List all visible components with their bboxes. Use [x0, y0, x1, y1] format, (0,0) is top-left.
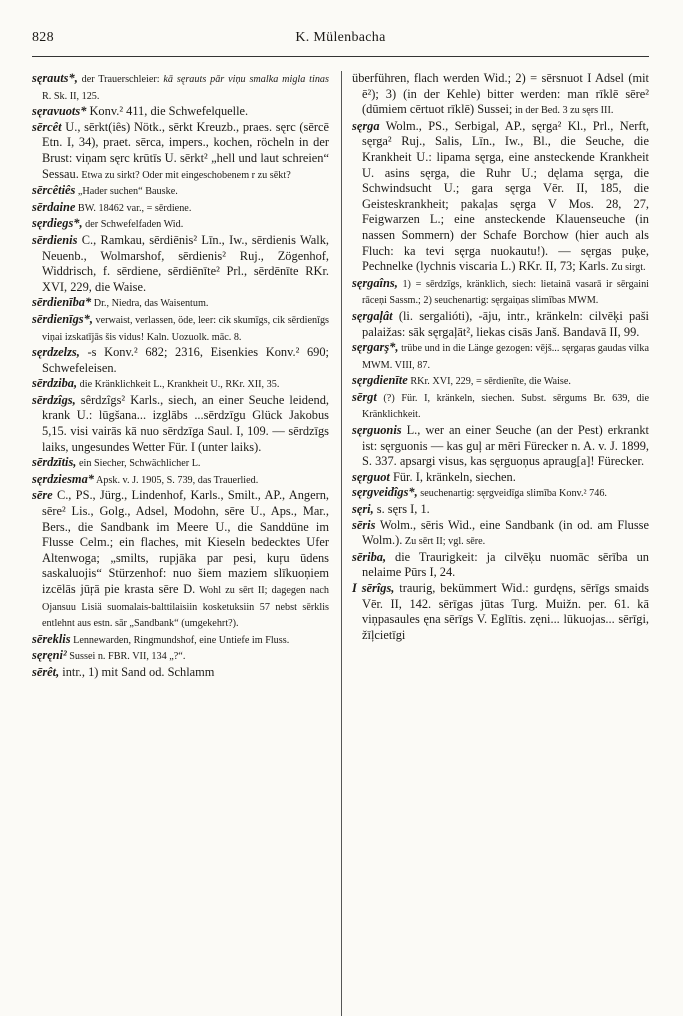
- entry-text: die Traurigkeit: ja cilvēķu nuomāc sērība un nelaime Pūrs I, 24.: [362, 549, 649, 580]
- entry-text: (li. sergalióti), -āju, intr., kränkeln: cilvēķi paši palaižas: sāk sęrgaļāt², liekas cisās Janš. Bandavā II, 99.: [362, 308, 649, 339]
- entry-headword: sęrga: [352, 118, 380, 133]
- dictionary-entry: [32, 472, 329, 489]
- dictionary-entry: [32, 120, 329, 183]
- dictionary-entry: [32, 665, 329, 681]
- entry-text: 1) = sērdzīgs, kränklich, siech: lietainā vasarā ir sērgaini rāceņi Sassm.; 2) seuchenartig: sęrgaiņas slimības MWM.: [362, 278, 649, 307]
- entry-text: der Trauerschleier:: [77, 74, 164, 85]
- dictionary-entry: [32, 345, 329, 376]
- dictionary-entry: [32, 455, 329, 472]
- dictionary-entry: [352, 373, 649, 390]
- entry-text: Konv.² 411, die Schwefelquelle.: [86, 104, 249, 119]
- page-number: 828: [32, 30, 54, 45]
- entry-headword: sērêt,: [32, 664, 60, 679]
- entry-headword: sērdienis: [32, 232, 78, 247]
- entry-headword: sērdienīgs*,: [32, 311, 93, 326]
- text-columns: [32, 71, 649, 1016]
- entry-headword: sęrguonis: [352, 423, 402, 438]
- entry-text: in der Bed. 3 zu sęrs III.: [512, 105, 614, 117]
- page-header: [32, 30, 649, 52]
- entry-headword: sęrgarş*,: [352, 340, 399, 355]
- header-rule: [32, 56, 649, 57]
- entry-text: C., PS., Jürg., Lindenhof, Karls., Smilt., AP., Angern, sēre² Lis., Golg., Adsel, Modohn, sēre U., Aps., Mar., Bers., die Sandbank im Meere U., die Sanddüne im Flusse Celm.; ein flaches, mit Kieseln bedecktes Ufer Altenwoga; „smilts, rupjāka par pesi, kuŗu ūdens saskaluojis“ Stürzenhof: nuo šiem maziem slīkuoņiem izcēlās jūŗā pie krasta sēre D.: [42, 488, 329, 596]
- entry-text: Für. I, kränkeln, siechen.: [389, 469, 516, 484]
- entry-headword: sęręni²: [32, 648, 67, 663]
- entry-headword: sērcêtiês: [32, 183, 76, 198]
- entry-headword: sęrdzelzs,: [32, 345, 80, 360]
- entry-headword: sęravuots*: [32, 104, 87, 119]
- entry-text: Zu sirgt.: [608, 262, 646, 274]
- right-column: [342, 71, 649, 1016]
- entry-text: Lennewarden, Ringmundshof, eine Untiefe im Fluss.: [70, 634, 290, 646]
- dictionary-entry: [32, 488, 329, 631]
- dictionary-entry: [32, 104, 329, 120]
- dictionary-entry: [32, 648, 329, 665]
- dictionary-entry: [352, 470, 649, 486]
- dictionary-entry: [32, 295, 329, 312]
- entry-text: der Schwefelfaden Wid.: [82, 219, 184, 231]
- entry-headword: I sērîgs,: [352, 581, 395, 595]
- dictionary-entry: [32, 632, 329, 649]
- dictionary-entry: [352, 423, 649, 470]
- entry-headword: sērgt: [352, 389, 377, 404]
- left-column: [32, 71, 341, 1016]
- dictionary-entry: [352, 119, 649, 276]
- entry-text: -s Konv.² 682; 2316, Eisenkies Konv.² 690; Schwefeleisen.: [42, 345, 329, 375]
- entry-headword: sęrgaļât: [352, 308, 393, 323]
- entry-headword: sērdzītis,: [32, 455, 77, 470]
- entry-headword: sęrguot: [352, 469, 390, 484]
- dictionary-entry: [352, 340, 649, 373]
- entry-headword: sēriba,: [352, 549, 387, 564]
- entry-headword: sērdzîgs,: [32, 392, 76, 407]
- entry-text: (?) Für. I, kränkeln, siechen. Subst. sērgums Br. 639, die Kränklichkeit.: [362, 392, 649, 421]
- dictionary-entry: [352, 550, 649, 581]
- entry-headword: sērdziba,: [32, 376, 78, 391]
- entry-text: Sussei n. FBR. VII, 134 „?“.: [66, 651, 186, 663]
- dictionary-entry: [352, 390, 649, 423]
- dictionary-entry: [32, 200, 329, 217]
- dictionary-entry: [352, 581, 649, 643]
- entry-text: BW. 18462 var., = sērdiene.: [75, 202, 192, 214]
- dictionary-entry: [352, 71, 649, 119]
- entry-text: Etwa zu sirkt? Oder mit eingeschobenem r zu sēkt?: [78, 169, 291, 181]
- running-head: K. Mülenbacha: [295, 30, 386, 45]
- entry-text: U., sērkt(iês) Nötk., sērkt Kreuzb., praes. sęrc (sērcē Etn. I, 34), praet. sērca, impers., kochen, röcheln in der Brust: viņam sęrc krūtīs U. sērkt² „hell und laut schreien“ Sessau.: [42, 119, 329, 181]
- entry-text: Wolm., sēris Wid., eine Sandbank (in od. am Flusse Wolm.).: [362, 517, 649, 548]
- dictionary-entry: [352, 502, 649, 518]
- entry-text: sêrdzîgs² Karls., siech, an einer Seuche leidend, krank U.: lūgšana... izglābs ...sērdzīgu Glück Jakobus 5,15. visi vairās kā nuo sērdzīga Saul. I, 109. — sērdzīgs laiks, ungesundes Wetter Für. I (unter laiks).: [42, 392, 329, 454]
- entry-headword: sęrdziesma*: [32, 471, 94, 486]
- entry-text: Zu sērt II; vgl. sēre.: [402, 536, 486, 548]
- dictionary-entry: [32, 312, 329, 345]
- entry-text: C., Ramkau, sērdiēnis² Līn., Iw., sērdienis Walk, Neuenb., Wolmarshof, sērdienis² Ruj., Zögenhof, Widdrisch, f. sērdiene, sērdiēnīte² Prl., sērdēnīte RKr. XVI, 229, die Waise.: [42, 232, 329, 294]
- entry-text: s. sęrs I, 1.: [373, 502, 430, 517]
- dictionary-entry: [32, 233, 329, 295]
- entry-text: Wolm., PS., Serbigal, AP., sęrga² Kl., Prl., Nerft, sęrga² Ruj., Salis, Līn., Iw., Bl., die Seuche, die Krankheit U.: lipama sęrga, eine ansteckende Krankheit U. asins sęrga, die Ruhr U.; dęlama sęrga, die Schwindsucht U.; gara sęrga Vēr. II, 185, die Geisteskrankheit; pakaļas sęrga V Mos. 28, 27, Feigwarzen L.; eine ansteckende Klauenseuche (in nassen Sommern) der Schafe Borchow (hier auch als Fluch: ka tevi sęrga nuokautu!). — sęrgas puķe, Pechnelke (lychnis viscaria L.) RKr. II, 73; Karls.: [362, 118, 649, 274]
- entry-text: intr., 1) mit Sand od. Schlamm: [59, 664, 215, 679]
- entry-text: ein Siecher, Schwächlicher L.: [76, 458, 201, 470]
- entry-text: verwaist, verlassen, öde, leer: cik skumīgs, cik sērdienīgs viņai izskatījās šis vidus! Kaln. Uozuolk. māc. 8.: [42, 314, 329, 343]
- entry-text: die Kränklichkeit L., Krankheit U., RKr. XII, 35.: [77, 379, 280, 391]
- entry-text: überführen, flach werden Wid.; 2) = sērsnuot I Adsel (mit ē²); 3) (in der Kehle) bitter werden: man rīklē sēre² (dūmiem cērtuot rīklē) Sussei;: [352, 71, 649, 117]
- entry-text: R. Sk. II, 125.: [42, 90, 100, 102]
- entry-headword: sērdaine: [32, 199, 76, 214]
- entry-text: Dr., Niedra, das Waisentum.: [91, 298, 209, 310]
- entry-headword: sērcêt: [32, 119, 62, 134]
- dictionary-entry: [32, 216, 329, 233]
- entry-headword: sęrdiegs*,: [32, 216, 83, 231]
- entry-text: trübe und in die Länge gezogen: vējš... sęrgaŗas gaudas vilka MWM. VIII, 87.: [362, 343, 649, 371]
- dictionary-entry: [352, 518, 649, 550]
- entry-headword: sēreklis: [32, 631, 71, 646]
- dictionary-entry: [32, 376, 329, 393]
- entry-headword: sēris: [352, 517, 376, 532]
- entry-text: kā sęrauts pār viņu smalka migla tinas: [163, 74, 329, 85]
- dictionary-entry: [32, 393, 329, 455]
- dictionary-entry: [352, 276, 649, 309]
- entry-text: RKr. XVI, 229, = sērdienīte, die Waise.: [407, 376, 571, 388]
- dictionary-entry: [32, 183, 329, 200]
- entry-text: „Hader suchen“ Bauske.: [75, 186, 178, 198]
- entry-text: seuchenartig: sęrgveidīga slimība Konv.² 746.: [417, 488, 607, 500]
- entry-text: L., wer an einer Seuche (an der Pest) erkrankt ist: sęrguonis — kas guļ ar mēri Fürecker n. A. v. J. 1899, S. 337. apsargi visus, kas sęrguoņus apraug[a]! Fürecker.: [362, 423, 649, 469]
- entry-text: Wohl zu sērt II; dagegen nach Ojansuu Lisiä suomalais-balttilaisiin kosketuksiin 57 nebst sērklis entlehnt aus estn. sār „Sandbank“ (umgekehrt?).: [42, 585, 329, 630]
- entry-headword: sęrgdienīte: [352, 373, 408, 388]
- dictionary-entry: [32, 71, 329, 104]
- entry-headword: sęri,: [352, 502, 374, 517]
- dictionary-entry: [352, 309, 649, 340]
- entry-headword: sēre: [32, 488, 53, 503]
- entry-headword: sęrauts*,: [32, 71, 78, 85]
- entry-headword: sęrgveidîgs*,: [352, 485, 418, 500]
- dictionary-entry: [352, 485, 649, 502]
- entry-headword: sērdienība*: [32, 295, 92, 310]
- entry-headword: sęrgaîns,: [352, 275, 398, 290]
- entry-text: Apsk. v. J. 1905, S. 739, das Trauerlied.: [93, 474, 259, 486]
- entry-text: traurig, bekümmert Wid.: gurdęns, sērīgs smaids Vēr. II, 142. sērīgas jūtas Turg. Muižn. per. 61. kā viņpasaules ęna sērīgs V. Eglītis. zęni... lūkuojas... sērīgi, žīļcietīgi: [362, 581, 649, 642]
